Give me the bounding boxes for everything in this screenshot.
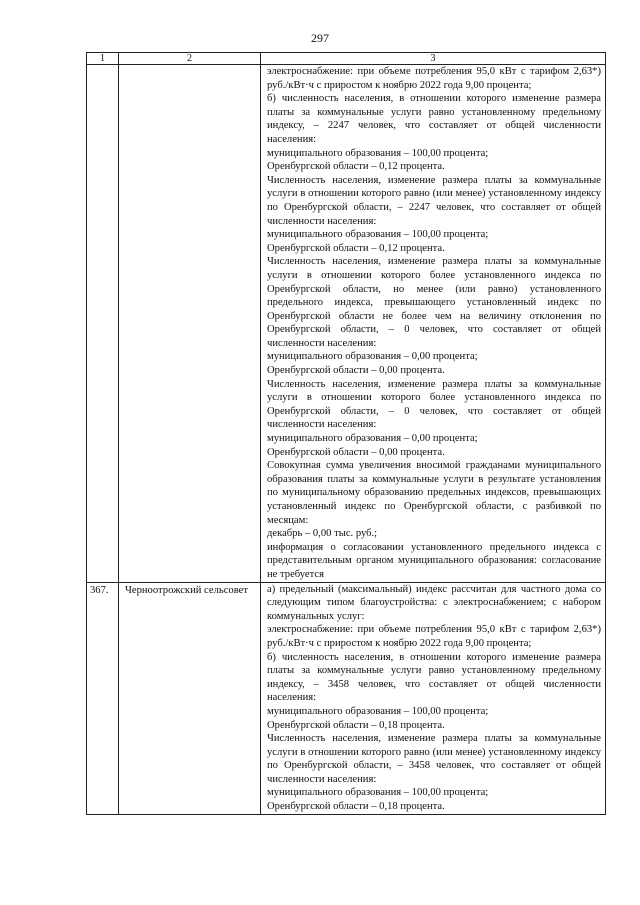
paragraph-line: муниципального образования – 100,00 процента; xyxy=(267,147,489,159)
index-description-cell xyxy=(261,65,606,583)
paragraph-line: муниципального образования – 100,00 процента; xyxy=(267,705,489,717)
paragraph-line: электроснабжение: при объеме потребления 95,0 кВт с тарифом 2,63*) руб./кВт·ч с приростом к ноябрю 2022 года 9,00 процента; xyxy=(267,624,601,649)
paragraph-line: муниципального образования – 100,00 процента; xyxy=(267,787,489,799)
column-header-2: 2 xyxy=(119,53,261,65)
paragraph-line: Совокупная сумма увеличения вносимой гражданами муниципального образования платы за коммунальные услуги в результате установления по муниципальному образованию предельных индексов, превышающих установленный индекс по Оренбургской области, с разбивкой по месяцам: xyxy=(267,460,601,526)
table-row-continued xyxy=(87,65,606,583)
paragraph-line: Численность населения, изменение размера платы за коммунальные услуги в отношении которого равно (или менее) установленному индексу по Оренбургской области, – 2247 человек, что составляет от общей численности населения: xyxy=(267,174,601,227)
paragraph-line: Оренбургской области – 0,12 процента. xyxy=(267,161,445,173)
index-description-text xyxy=(261,583,605,814)
column-header-3: 3 xyxy=(261,53,606,65)
paragraph-line: информация о согласовании установленного предельного индекса с представительным органом муниципального образования: согласование не требуется xyxy=(267,541,601,580)
paragraph-line: Оренбургской области – 0,12 процента. xyxy=(267,242,445,254)
paragraph-line: б) численность населения, в отношении которого изменение размера платы за коммунальные услуги равно установленному предельному индексу, – 3458 человек, что составляет от общей численности населения: xyxy=(267,651,601,704)
paragraph-line: Численность населения, изменение размера платы за коммунальные услуги в отношении которого более установленного индекса по Оренбургской области, но менее (или равно) установленного предельного индекса, превышающего установленный индекс по Оренбургской области не более чем на величину отклонения по Оренбургской области, – 0 человек, что составляет от общей численности населения: xyxy=(267,256,601,349)
municipality-name-cell xyxy=(119,65,261,583)
paragraph-line: Численность населения, изменение размера платы за коммунальные услуги в отношении которого равно (или менее) установленному индексу по Оренбургской области, – 3458 человек, что составляет от общей численности населения: xyxy=(267,733,601,785)
paragraph-line: муниципального образования – 0,00 процента; xyxy=(267,351,478,363)
row-number-cell xyxy=(87,65,119,583)
paragraph-line: Оренбургской области – 0,18 процента. xyxy=(267,801,445,813)
table-row-367 xyxy=(87,582,606,814)
table-header-row xyxy=(87,53,606,65)
paragraph-line: муниципального образования – 100,00 процента; xyxy=(267,229,489,241)
index-description-cell xyxy=(261,582,606,814)
column-header-1: 1 xyxy=(87,53,119,65)
document-table xyxy=(86,52,606,815)
municipality-name-cell: Черноотрожский сельсовет xyxy=(119,582,261,814)
index-description-text xyxy=(261,65,605,582)
row-number-cell: 367. xyxy=(87,582,119,814)
paragraph-line: муниципального образования – 0,00 процента; xyxy=(267,433,478,445)
paragraph-line: а) предельный (максимальный) индекс рассчитан для частного дома со следующим типом благоустройства: с электроснабжением; с набором коммунальных услуг: xyxy=(267,583,601,622)
paragraph-line: Оренбургской области – 0,18 процента. xyxy=(267,719,445,731)
page-number: 297 xyxy=(311,31,329,45)
paragraph-line: Оренбургской области – 0,00 процента. xyxy=(267,365,445,377)
paragraph-line: электроснабжение: при объеме потребления 95,0 кВт с тарифом 2,63*) руб./кВт·ч с приростом к ноябрю 2022 года 9,00 процента; xyxy=(267,66,601,91)
paragraph-line: Оренбургской области – 0,00 процента. xyxy=(267,446,445,458)
paragraph-line: Численность населения, изменение размера платы за коммунальные услуги в отношении которого более установленного индекса по Оренбургской области, – 0 человек, что составляет от общей численности населения: xyxy=(267,378,601,431)
paragraph-line: декабрь – 0,00 тыс. руб.; xyxy=(267,528,378,540)
paragraph-line: б) численность населения, в отношении которого изменение размера платы за коммунальные услуги равно установленному предельному индексу, – 2247 человек, что составляет от общей численности населения: xyxy=(267,93,601,145)
